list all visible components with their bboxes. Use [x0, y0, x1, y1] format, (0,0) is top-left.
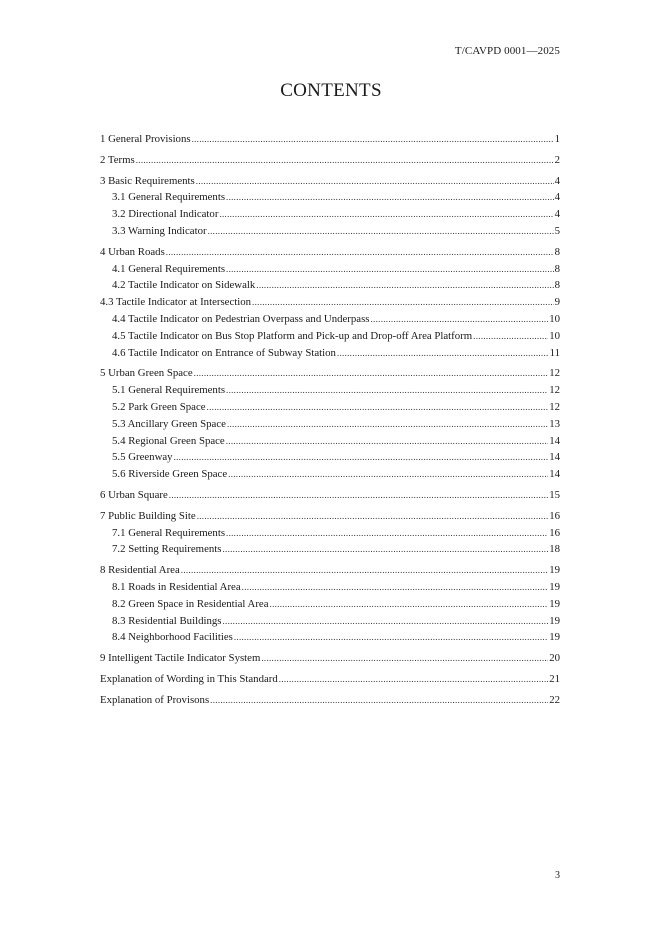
toc-entry[interactable] — [100, 416, 560, 433]
toc-entry[interactable] — [100, 508, 560, 525]
toc-entry-title: 5.6 Riverside Green Space — [112, 468, 228, 481]
toc-entry-title: 4.5 Tactile Indicator on Bus Stop Platform and Pick-up and Drop-off Area Platform — [112, 329, 473, 342]
toc-entry-page: 15 — [549, 488, 560, 501]
toc-entry[interactable] — [100, 692, 560, 709]
dot-leader — [226, 261, 554, 278]
toc-entry-title: 8.3 Residential Buildings — [112, 614, 222, 627]
toc-entry-title: 4.3 Tactile Indicator at Intersection — [100, 296, 252, 309]
dot-leader — [270, 596, 549, 613]
toc-entry-title: 5.3 Ancillary Green Space — [112, 417, 226, 430]
dot-leader — [226, 525, 548, 542]
document-code: T/CAVPD 0001—2025 — [454, 45, 560, 57]
toc-entry[interactable] — [100, 579, 560, 596]
toc-entry[interactable] — [100, 671, 560, 688]
toc-entry-page: 21 — [549, 672, 560, 685]
toc-entry-title: 4 Urban Roads — [100, 245, 165, 258]
toc-entry-page: 8 — [554, 245, 560, 258]
toc-entry-title: 1 General Provisions — [100, 133, 191, 145]
dot-leader — [192, 131, 554, 148]
toc-entry-page: 10 — [549, 329, 560, 342]
toc-entry-page: 19 — [549, 597, 560, 610]
toc-entry-title: 5 Urban Green Space — [100, 367, 193, 380]
toc-entry[interactable] — [100, 399, 560, 416]
dot-leader — [169, 487, 548, 504]
toc-entry[interactable] — [100, 328, 560, 345]
toc-entry-title: 4.4 Tactile Indicator on Pedestrian Overpass and Underpass — [112, 312, 370, 325]
toc-entry-title: 7 Public Building Site — [100, 509, 196, 522]
toc-entry-page: 18 — [549, 543, 560, 556]
toc-entry[interactable] — [100, 277, 560, 294]
toc-entry-title: 4.2 Tactile Indicator on Sidewalk — [112, 279, 256, 292]
toc-entry-title: 9 Intelligent Tactile Indicator System — [100, 652, 261, 665]
toc-entry[interactable] — [100, 244, 560, 261]
dot-leader — [194, 365, 549, 382]
toc-entry-page: 4 — [554, 208, 560, 221]
toc-entry-page: 19 — [549, 580, 560, 593]
toc-entry-title: 5.1 General Requirements — [112, 384, 226, 397]
dot-leader — [279, 671, 548, 688]
dot-leader — [227, 416, 548, 433]
toc-entry-title: 5.2 Park Green Space — [112, 400, 206, 413]
dot-leader — [228, 466, 548, 483]
dot-leader — [174, 449, 549, 466]
toc-entry-title: 3.1 General Requirements — [112, 191, 226, 204]
toc-entry[interactable] — [100, 562, 560, 579]
toc-entry-title: 3.3 Warning Indicator — [112, 224, 207, 237]
toc-entry-page: 8 — [554, 279, 560, 292]
toc-entry[interactable] — [100, 223, 560, 240]
dot-leader — [226, 189, 554, 206]
toc-entry-page: 16 — [549, 526, 560, 539]
toc-entry[interactable] — [100, 345, 560, 362]
toc-entry[interactable] — [100, 613, 560, 630]
dot-leader — [208, 223, 554, 240]
toc-entry[interactable] — [100, 206, 560, 223]
dot-leader — [207, 399, 549, 416]
dot-leader — [256, 277, 553, 294]
toc-entry-page: 4 — [554, 191, 560, 204]
dot-leader — [226, 433, 548, 450]
toc-entry[interactable] — [100, 449, 560, 466]
toc-entry-page: 19 — [549, 564, 560, 577]
dot-leader — [196, 173, 554, 190]
toc-entry-title: 6 Urban Square — [100, 488, 168, 501]
toc-entry-title: 3 Basic Requirements — [100, 174, 195, 187]
dot-leader — [337, 345, 549, 362]
toc-entry[interactable] — [100, 311, 560, 328]
toc-entry[interactable] — [100, 541, 560, 558]
toc-entry[interactable] — [100, 433, 560, 450]
toc-entry[interactable] — [100, 365, 560, 382]
toc-entry[interactable] — [100, 294, 560, 311]
table-of-contents — [100, 131, 560, 709]
toc-entry-title: 8 Residential Area — [100, 564, 180, 577]
toc-entry[interactable] — [100, 152, 560, 169]
toc-entry-title: 4.1 General Requirements — [112, 262, 226, 275]
toc-entry-page: 2 — [554, 153, 560, 166]
toc-entry[interactable] — [100, 596, 560, 613]
page-title: CONTENTS — [280, 80, 382, 101]
toc-entry-title: 7.2 Setting Requirements — [112, 543, 222, 556]
toc-entry-page: 12 — [549, 400, 560, 413]
toc-entry-title: 4.6 Tactile Indicator on Entrance of Subway Station — [112, 346, 336, 359]
toc-entry-title: 8.4 Neighborhood Facilities — [112, 631, 233, 644]
toc-entry-page: 12 — [549, 367, 560, 380]
dot-leader — [371, 311, 549, 328]
toc-entry-page: 12 — [549, 384, 560, 397]
toc-entry-page: 19 — [549, 614, 560, 627]
toc-entry-page: 9 — [554, 296, 560, 309]
dot-leader — [242, 579, 549, 596]
toc-entry-page: 14 — [549, 468, 560, 481]
toc-entry-page: 14 — [549, 434, 560, 447]
toc-entry-page: 13 — [549, 417, 560, 430]
dot-leader — [234, 629, 548, 646]
page-number: 3 — [555, 870, 560, 881]
toc-entry[interactable] — [100, 466, 560, 483]
dot-leader — [197, 508, 549, 525]
toc-entry[interactable] — [100, 131, 560, 148]
toc-entry-page: 5 — [554, 224, 560, 237]
toc-entry-page: 20 — [549, 652, 560, 665]
toc-entry[interactable] — [100, 261, 560, 278]
toc-entry-title: 8.1 Roads in Residential Area — [112, 580, 241, 593]
dot-leader — [222, 613, 548, 630]
dot-leader — [181, 562, 548, 579]
toc-entry-page: 1 — [554, 133, 560, 145]
toc-entry-page: 10 — [549, 312, 560, 325]
toc-entry-title: 5.4 Regional Green Space — [112, 434, 225, 447]
dot-leader — [261, 650, 548, 667]
dot-leader — [473, 328, 548, 345]
toc-entry[interactable] — [100, 650, 560, 667]
toc-entry[interactable] — [100, 629, 560, 646]
toc-entry[interactable] — [100, 189, 560, 206]
toc-entry-page: 11 — [549, 346, 560, 359]
toc-entry-title: Explanation of Provisons — [100, 693, 210, 706]
dot-leader — [166, 244, 554, 261]
toc-entry[interactable] — [100, 525, 560, 542]
toc-entry-title: 7.1 General Requirements — [112, 526, 226, 539]
toc-entry[interactable] — [100, 487, 560, 504]
toc-entry[interactable] — [100, 173, 560, 190]
toc-entry-page: 8 — [554, 262, 560, 275]
toc-entry-page: 19 — [549, 631, 560, 644]
toc-entry-title: 3.2 Directional Indicator — [112, 208, 219, 221]
toc-entry-page: 14 — [549, 451, 560, 464]
toc-entry[interactable] — [100, 382, 560, 399]
toc-entry-title: Explanation of Wording in This Standard — [100, 672, 278, 685]
dot-leader — [219, 206, 553, 223]
dot-leader — [252, 294, 554, 311]
dot-leader — [226, 382, 548, 399]
toc-entry-page: 16 — [549, 509, 560, 522]
dot-leader — [210, 692, 548, 709]
toc-entry-title: 2 Terms — [100, 153, 135, 166]
toc-entry-title: 8.2 Green Space in Residential Area — [112, 597, 269, 610]
toc-entry-page: 4 — [554, 174, 560, 187]
toc-entry-page: 22 — [549, 693, 560, 706]
dot-leader — [136, 152, 554, 169]
toc-entry-title: 5.5 Greenway — [112, 451, 173, 464]
dot-leader — [222, 541, 548, 558]
